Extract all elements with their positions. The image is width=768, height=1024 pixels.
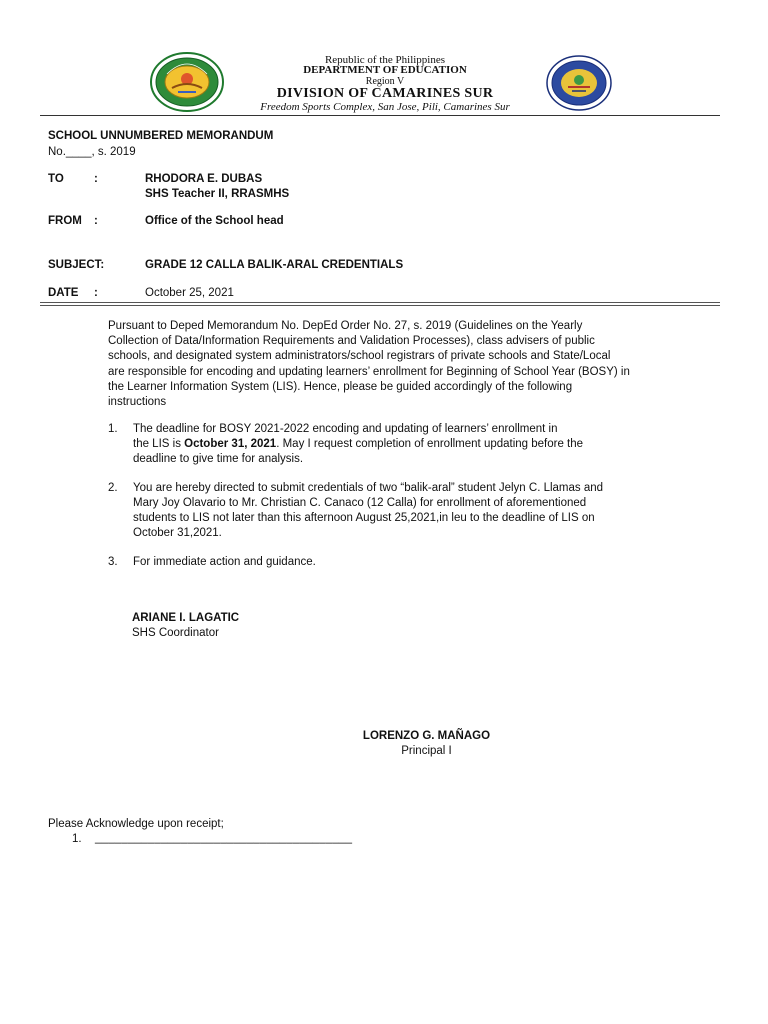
to-label: TO bbox=[48, 173, 64, 185]
deadline-date: October 31, 2021 bbox=[184, 438, 277, 450]
letterhead-republic: Republic of the Philippines bbox=[324, 54, 446, 66]
acknowledge-text: Please Acknowledge upon receipt; bbox=[48, 818, 224, 830]
letterhead-address: Freedom Sports Complex, San Jose, Pili, Camarines Sur bbox=[260, 101, 510, 113]
memo-number: No.____, s. 2019 bbox=[48, 146, 136, 158]
from-label: FROM bbox=[48, 215, 82, 227]
acknowledge-signature-line: _______________________________________ bbox=[95, 832, 353, 844]
date-value: October 25, 2021 bbox=[145, 287, 234, 299]
intro-line: schools, and designated system administrators/school registrars of private schools and State/Local bbox=[108, 350, 611, 363]
item-line: You are hereby directed to submit credentials of two “balik-aral” student Jelyn C. Llamas and bbox=[133, 482, 604, 494]
intro-line: instructions bbox=[108, 396, 167, 409]
item-line: October 31,2021. bbox=[133, 527, 222, 539]
intro-paragraph bbox=[108, 319, 718, 410]
item-text: . May I request completion of enrollment updating before the bbox=[276, 438, 584, 450]
item-line-with-deadline bbox=[133, 437, 718, 452]
from-colon: : bbox=[94, 215, 98, 227]
principal-name: LORENZO G. MAÑAGO bbox=[362, 730, 491, 742]
item-number: 3. bbox=[108, 556, 118, 568]
intro-line: Collection of Data/Information Requirements and Validation Processes), class advisers of public bbox=[108, 335, 595, 348]
date-colon: : bbox=[94, 287, 98, 299]
item-line: For immediate action and guidance. bbox=[133, 556, 316, 568]
principal-title: Principal I bbox=[401, 745, 452, 757]
from-value: Office of the School head bbox=[145, 215, 284, 227]
letterhead-region: Region V bbox=[365, 76, 405, 87]
item-line: The deadline for BOSY 2021-2022 encoding and updating of learners’ enrollment in bbox=[133, 423, 558, 435]
letterhead-divider bbox=[40, 115, 720, 116]
item-line: Mary Joy Olavario to Mr. Christian C. Canaco (12 Calla) for enrollment of aforementioned bbox=[133, 497, 587, 509]
subject-label: SUBJECT: bbox=[48, 259, 105, 271]
letterhead-division: DIVISION OF CAMARINES SUR bbox=[276, 86, 494, 101]
coordinator-name: ARIANE I. LAGATIC bbox=[132, 612, 240, 624]
date-label: DATE bbox=[48, 287, 79, 299]
intro-line: are responsible for encoding and updating learners’ enrollment for Beginning of School Year (BOSY) in bbox=[108, 365, 630, 378]
intro-line: Pursuant to Deped Memorandum No. DepEd Order No. 27, s. 2019 (Guidelines on the Yearly bbox=[108, 320, 583, 332]
item-number: 1. bbox=[108, 423, 118, 435]
acknowledge-number: 1. bbox=[72, 833, 82, 845]
subject-value: GRADE 12 CALLA BALIK-ARAL CREDENTIALS bbox=[145, 259, 404, 271]
coordinator-title: SHS Coordinator bbox=[132, 627, 219, 639]
letterhead-department: DEPARTMENT OF EDUCATION bbox=[303, 64, 467, 76]
to-colon: : bbox=[94, 173, 98, 185]
item-line: deadline to give time for analysis. bbox=[133, 453, 304, 465]
to-name: RHODORA E. DUBAS bbox=[145, 173, 263, 185]
memo-header-divider bbox=[40, 302, 720, 306]
to-position: SHS Teacher II, RRASMHS bbox=[145, 188, 290, 200]
item-text: the LIS is bbox=[133, 438, 185, 450]
memo-type: SCHOOL UNNUMBERED MEMORANDUM bbox=[48, 130, 274, 142]
intro-line: the Learner Information System (LIS). Hence, please be guided accordingly of the following bbox=[108, 380, 573, 393]
item-line: students to LIS not later than this afternoon August 25,2021,in leu to the deadline of LIS on bbox=[133, 512, 595, 524]
item-number: 2. bbox=[108, 482, 118, 494]
